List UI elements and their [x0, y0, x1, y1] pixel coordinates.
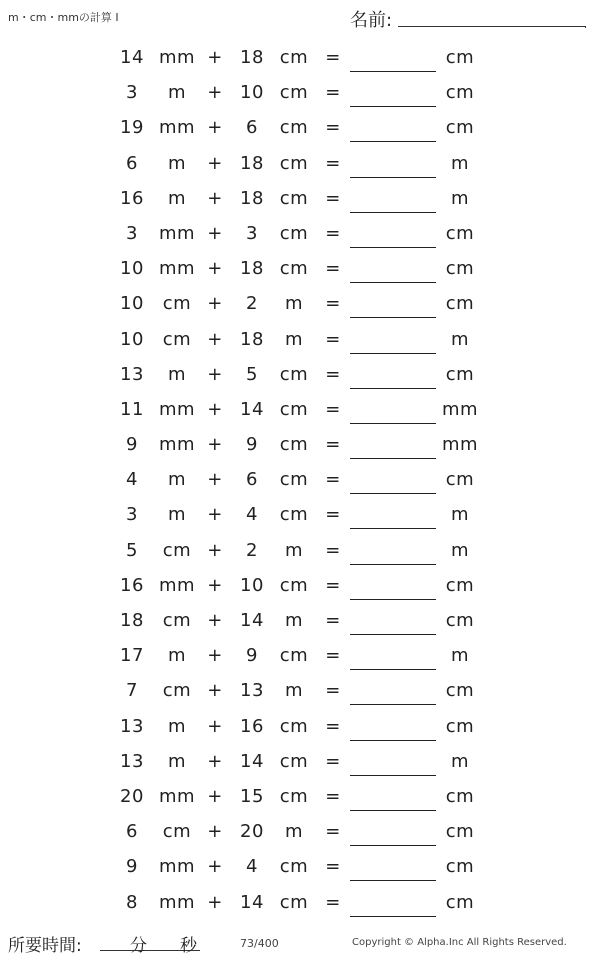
problem-row — [0, 533, 600, 568]
answer-blank[interactable] — [350, 493, 436, 494]
first-number: 6 — [126, 152, 138, 174]
first-number: 20 — [120, 785, 144, 807]
second-unit: m — [284, 328, 304, 350]
equals-sign: = — [325, 398, 341, 420]
first-number: 3 — [126, 504, 138, 526]
time-label: 所要時間: — [8, 936, 82, 956]
plus-operator: + — [207, 434, 223, 456]
first-number: 16 — [120, 574, 144, 596]
first-unit: mm — [158, 785, 196, 807]
problem-row — [0, 638, 600, 673]
equals-sign: = — [325, 47, 341, 68]
second-number: 9 — [246, 645, 258, 667]
problem-row — [0, 75, 600, 110]
answer-unit: cm — [445, 82, 475, 104]
second-number: 10 — [240, 82, 264, 104]
equals-sign: = — [325, 293, 341, 315]
plus-operator: + — [207, 258, 223, 280]
answer-unit: cm — [445, 258, 475, 280]
answer-unit: cm — [445, 222, 475, 244]
equals-sign: = — [325, 610, 341, 631]
second-number: 4 — [246, 856, 258, 878]
second-number: 10 — [240, 574, 264, 596]
problem-row — [0, 568, 600, 603]
second-unit: cm — [279, 187, 309, 209]
answer-blank[interactable] — [350, 880, 436, 881]
second-number: 14 — [240, 398, 264, 420]
plus-operator: + — [207, 680, 223, 702]
problem-row — [0, 497, 600, 532]
problem-row — [0, 427, 600, 462]
answer-unit: m — [450, 152, 470, 174]
plus-operator: + — [207, 715, 223, 737]
second-unit: cm — [279, 785, 309, 807]
page-count: 73/400 — [240, 937, 279, 950]
answer-blank[interactable] — [350, 106, 436, 107]
second-unit: cm — [279, 891, 309, 913]
equals-sign: = — [325, 680, 341, 702]
answer-blank[interactable] — [350, 775, 436, 776]
second-unit: cm — [279, 469, 309, 491]
second-number: 2 — [246, 539, 258, 561]
answer-unit: m — [450, 645, 470, 667]
answer-unit: cm — [445, 610, 475, 631]
problem-row — [0, 251, 600, 286]
equals-sign: = — [325, 434, 341, 456]
plus-operator: + — [207, 785, 223, 807]
plus-operator: + — [207, 891, 223, 913]
plus-operator: + — [207, 856, 223, 878]
equals-sign: = — [325, 574, 341, 596]
problem-row — [0, 673, 600, 708]
second-number: 5 — [246, 363, 258, 385]
answer-unit: cm — [445, 47, 475, 68]
equals-sign: = — [325, 715, 341, 737]
answer-blank[interactable] — [350, 247, 436, 248]
equals-sign: = — [325, 187, 341, 209]
equals-sign: = — [325, 82, 341, 104]
second-unit: cm — [279, 258, 309, 280]
answer-blank[interactable] — [350, 423, 436, 424]
plus-operator: + — [207, 293, 223, 315]
answer-unit: cm — [445, 574, 475, 596]
answer-unit: cm — [445, 785, 475, 807]
first-unit: cm — [162, 293, 192, 315]
second-number: 6 — [246, 469, 258, 491]
first-unit: mm — [158, 117, 196, 139]
equals-sign: = — [325, 328, 341, 350]
answer-unit: cm — [445, 363, 475, 385]
second-number: 18 — [240, 47, 264, 68]
problem-row — [0, 744, 600, 779]
equals-sign: = — [325, 821, 341, 843]
problem-row — [0, 885, 600, 920]
answer-unit: mm — [441, 398, 479, 420]
second-unit: cm — [279, 117, 309, 139]
problem-row — [0, 357, 600, 392]
answer-unit: cm — [445, 117, 475, 139]
answer-blank[interactable] — [350, 458, 436, 459]
second-number: 13 — [240, 680, 264, 702]
answer-blank[interactable] — [350, 704, 436, 705]
answer-blank[interactable] — [350, 528, 436, 529]
answer-blank[interactable] — [350, 141, 436, 142]
second-number: 14 — [240, 610, 264, 631]
second-number: 18 — [240, 328, 264, 350]
answer-blank[interactable] — [350, 388, 436, 389]
second-unit: cm — [279, 222, 309, 244]
first-unit: mm — [158, 398, 196, 420]
first-number: 13 — [120, 715, 144, 737]
problem-row — [0, 322, 600, 357]
first-number: 6 — [126, 821, 138, 843]
answer-blank[interactable] — [350, 740, 436, 741]
plus-operator: + — [207, 47, 223, 68]
first-unit: m — [167, 363, 187, 385]
first-number: 14 — [120, 47, 144, 68]
second-unit: m — [284, 539, 304, 561]
plus-operator: + — [207, 187, 223, 209]
first-number: 9 — [126, 856, 138, 878]
answer-unit: m — [450, 504, 470, 526]
equals-sign: = — [325, 117, 341, 139]
equals-sign: = — [325, 856, 341, 878]
first-number: 11 — [120, 398, 144, 420]
first-unit: m — [167, 715, 187, 737]
first-unit: m — [167, 645, 187, 667]
answer-unit: cm — [445, 891, 475, 913]
second-number: 2 — [246, 293, 258, 315]
answer-blank[interactable] — [350, 71, 436, 72]
second-number: 6 — [246, 117, 258, 139]
equals-sign: = — [325, 258, 341, 280]
problem-row — [0, 814, 600, 849]
plus-operator: + — [207, 82, 223, 104]
second-unit: cm — [279, 152, 309, 174]
first-unit: m — [167, 187, 187, 209]
name-input-line[interactable] — [398, 26, 586, 27]
first-unit: mm — [158, 574, 196, 596]
answer-unit: m — [450, 328, 470, 350]
first-number: 10 — [120, 328, 144, 350]
equals-sign: = — [325, 222, 341, 244]
first-unit: cm — [162, 821, 192, 843]
answer-blank[interactable] — [350, 353, 436, 354]
problem-list — [0, 40, 600, 920]
first-unit: m — [167, 152, 187, 174]
plus-operator: + — [207, 328, 223, 350]
second-unit: cm — [279, 47, 309, 68]
answer-unit: m — [450, 750, 470, 772]
equals-sign: = — [325, 645, 341, 667]
first-number: 4 — [126, 469, 138, 491]
problem-row — [0, 392, 600, 427]
second-unit: m — [284, 821, 304, 843]
first-unit: m — [167, 82, 187, 104]
first-number: 13 — [120, 363, 144, 385]
equals-sign: = — [325, 504, 341, 526]
answer-unit: cm — [445, 856, 475, 878]
second-number: 16 — [240, 715, 264, 737]
name-label: 名前: — [350, 10, 393, 31]
second-number: 15 — [240, 785, 264, 807]
second-unit: m — [284, 680, 304, 702]
first-unit: m — [167, 504, 187, 526]
answer-blank[interactable] — [350, 212, 436, 213]
first-number: 3 — [126, 222, 138, 244]
first-unit: mm — [158, 47, 196, 68]
second-unit: cm — [279, 645, 309, 667]
answer-unit: cm — [445, 469, 475, 491]
plus-operator: + — [207, 117, 223, 139]
answer-blank[interactable] — [350, 317, 436, 318]
first-unit: mm — [158, 258, 196, 280]
first-unit: cm — [162, 539, 192, 561]
second-unit: cm — [279, 363, 309, 385]
problem-row — [0, 216, 600, 251]
answer-blank[interactable] — [350, 599, 436, 600]
problem-row — [0, 603, 600, 638]
answer-unit: cm — [445, 821, 475, 843]
second-unit: cm — [279, 750, 309, 772]
equals-sign: = — [325, 891, 341, 913]
first-number: 8 — [126, 891, 138, 913]
first-number: 3 — [126, 82, 138, 104]
plus-operator: + — [207, 821, 223, 843]
first-number: 7 — [126, 680, 138, 702]
first-unit: cm — [162, 680, 192, 702]
worksheet-title: m・cm・mmの計算 I — [8, 11, 119, 24]
second-number: 18 — [240, 258, 264, 280]
problem-row — [0, 146, 600, 181]
seconds-label: 秒 — [180, 936, 197, 956]
problem-row — [0, 709, 600, 744]
first-number: 10 — [120, 258, 144, 280]
first-number: 13 — [120, 750, 144, 772]
answer-blank[interactable] — [350, 177, 436, 178]
answer-blank[interactable] — [350, 669, 436, 670]
equals-sign: = — [325, 750, 341, 772]
problem-row — [0, 110, 600, 145]
first-unit: m — [167, 750, 187, 772]
answer-unit: cm — [445, 680, 475, 702]
copyright-notice: Copyright © Alpha.Inc All Rights Reserved. — [352, 937, 567, 948]
answer-blank[interactable] — [350, 845, 436, 846]
first-number: 17 — [120, 645, 144, 667]
plus-operator: + — [207, 610, 223, 631]
first-unit: mm — [158, 222, 196, 244]
first-number: 9 — [126, 434, 138, 456]
equals-sign: = — [325, 539, 341, 561]
problem-row — [0, 779, 600, 814]
second-number: 4 — [246, 504, 258, 526]
second-unit: cm — [279, 82, 309, 104]
plus-operator: + — [207, 645, 223, 667]
plus-operator: + — [207, 574, 223, 596]
first-number: 19 — [120, 117, 144, 139]
first-number: 18 — [120, 610, 144, 631]
problem-row — [0, 286, 600, 321]
second-number: 9 — [246, 434, 258, 456]
problem-row — [0, 40, 600, 75]
second-number: 3 — [246, 222, 258, 244]
plus-operator: + — [207, 152, 223, 174]
answer-blank[interactable] — [350, 810, 436, 811]
answer-unit: m — [450, 539, 470, 561]
first-number: 16 — [120, 187, 144, 209]
first-unit: mm — [158, 856, 196, 878]
second-number: 14 — [240, 891, 264, 913]
plus-operator: + — [207, 504, 223, 526]
first-unit: mm — [158, 891, 196, 913]
answer-blank[interactable] — [350, 564, 436, 565]
plus-operator: + — [207, 363, 223, 385]
second-unit: m — [284, 610, 304, 631]
second-number: 18 — [240, 152, 264, 174]
plus-operator: + — [207, 469, 223, 491]
problem-row — [0, 181, 600, 216]
second-unit: cm — [279, 715, 309, 737]
problem-row — [0, 462, 600, 497]
plus-operator: + — [207, 750, 223, 772]
plus-operator: + — [207, 222, 223, 244]
plus-operator: + — [207, 539, 223, 561]
answer-blank[interactable] — [350, 916, 436, 917]
second-number: 18 — [240, 187, 264, 209]
first-unit: cm — [162, 610, 192, 631]
equals-sign: = — [325, 785, 341, 807]
second-unit: cm — [279, 434, 309, 456]
second-number: 14 — [240, 750, 264, 772]
answer-unit: cm — [445, 293, 475, 315]
second-unit: m — [284, 293, 304, 315]
first-unit: m — [167, 469, 187, 491]
first-unit: mm — [158, 434, 196, 456]
second-unit: cm — [279, 398, 309, 420]
first-number: 10 — [120, 293, 144, 315]
second-number: 20 — [240, 821, 264, 843]
problem-row — [0, 849, 600, 884]
answer-unit: cm — [445, 715, 475, 737]
first-unit: cm — [162, 328, 192, 350]
answer-unit: mm — [441, 434, 479, 456]
equals-sign: = — [325, 152, 341, 174]
equals-sign: = — [325, 363, 341, 385]
minutes-label: 分 — [130, 936, 147, 956]
second-unit: cm — [279, 574, 309, 596]
plus-operator: + — [207, 398, 223, 420]
second-unit: cm — [279, 856, 309, 878]
equals-sign: = — [325, 469, 341, 491]
first-number: 5 — [126, 539, 138, 561]
name-line-dot: . — [584, 21, 587, 31]
answer-blank[interactable] — [350, 634, 436, 635]
answer-blank[interactable] — [350, 282, 436, 283]
second-unit: cm — [279, 504, 309, 526]
answer-unit: m — [450, 187, 470, 209]
